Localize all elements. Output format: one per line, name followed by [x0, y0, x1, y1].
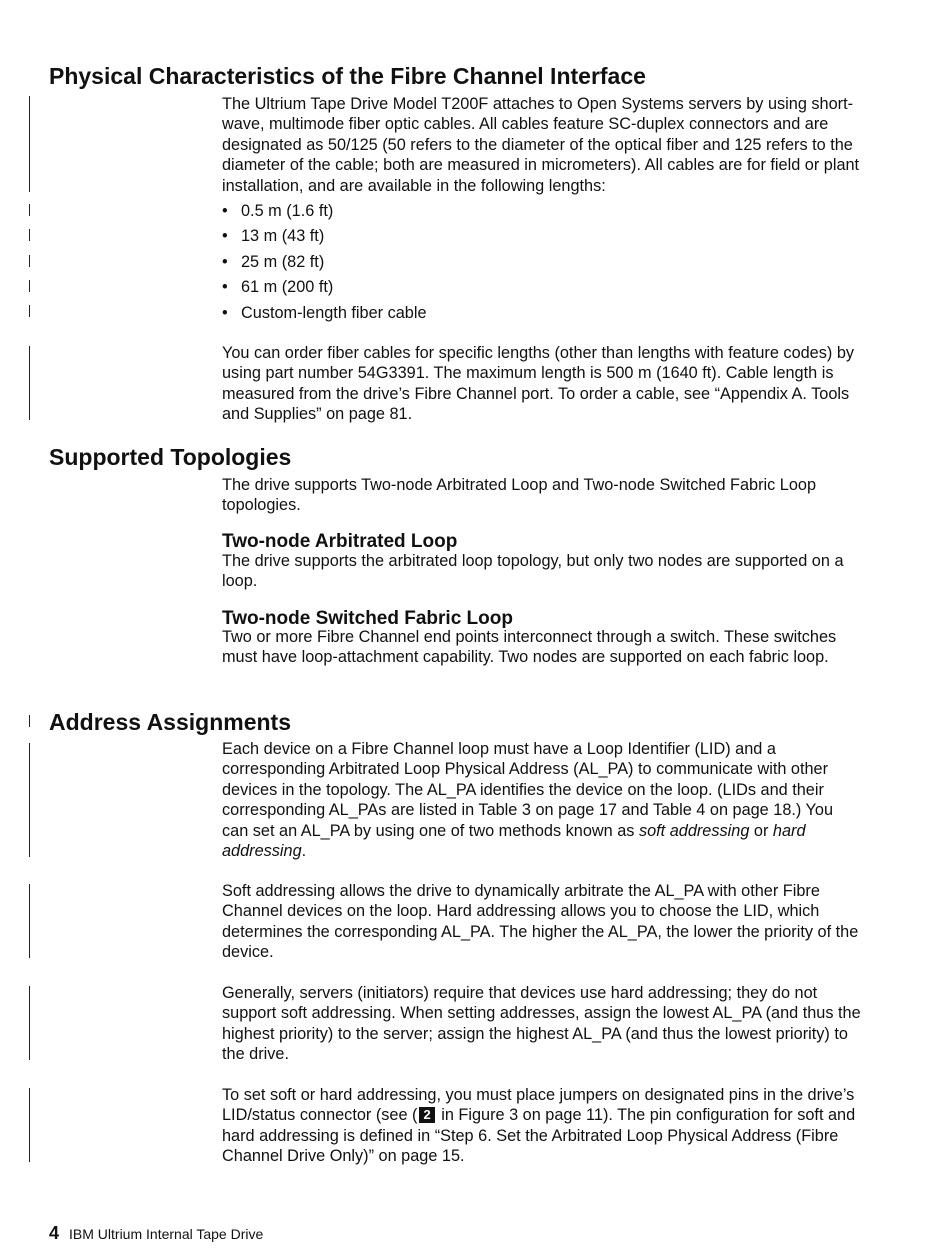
list-item: • 0.5 m (1.6 ft) [222, 202, 334, 220]
cable-order-paragraph: You can order fiber cables for specific lengths (other than lengths with feature codes) by using part number 54G3391. The maximum length is 500 m (1640 ft). Cable length is measured from the drive’s Fibre Channel port. To order a cable, see “Appendix A. Tools and Supplies” on page 81. [222, 344, 855, 424]
topologies-intro-paragraph: The drive supports Two-node Arbitrated Loop and Two-node Switched Fabric Loop topologies. [222, 476, 817, 515]
list-item: • 61 m (200 ft) [222, 278, 334, 297]
change-bar [29, 346, 30, 420]
change-bar [29, 96, 30, 192]
address-paragraph-2: Soft addressing allows the drive to dynamically arbitrate the AL_PA with other Fibre Channel devices on the loop. Hard addressing allows you to choose the LID, which determines the corresponding AL_PA. The higher the AL_PA, the lower the priority of the device. [222, 882, 859, 962]
address-paragraph-1: Each device on a Fibre Channel loop must have a Loop Identifier (LID) and a corresponding Arbitrated Loop Physical Address (AL_PA) to communicate with other devices in the topology. The AL_PA identifies the device on the loop. (LIDs and their corresponding AL_PAs are listed in Table 3 on page 17 and Table 4 on page 18.) You can set an AL_PA by using one of two methods known as soft addressing or hard addressing. [222, 740, 834, 861]
change-bar [29, 743, 30, 857]
term-soft-addressing: soft addressing [638, 821, 750, 840]
bullet-icon: • [222, 252, 228, 271]
bullet-icon: • [222, 303, 228, 322]
change-bar [29, 229, 30, 241]
cable-length-list [222, 201, 427, 328]
footer-title: IBM Ultrium Internal Tape Drive [69, 1226, 264, 1242]
page-number: 4 [49, 1223, 60, 1243]
address-paragraph-4: To set soft or hard addressing, you must place jumpers on designated pins in the drive’s LID/status connector (see ( 2 in Figure 3 on page 11). The pin configuration for soft and hard addressing is defined in “Step 6. Set the Arbitrated Loop Physical Address (Fibre Channel Drive Only)” on page 15. [222, 1086, 856, 1166]
change-bar [29, 986, 30, 1060]
subheading-switched-fabric-loop: Two-node Switched Fabric Loop [222, 608, 513, 629]
change-bar [29, 715, 30, 727]
physical-intro-paragraph: The Ultrium Tape Drive Model T200F attaches to Open Systems servers by using short-wave, multimode fiber optic cables. All cables feature SC-duplex connectors and are designated as 50/125 (50 refers to the diameter of the optical fiber and 125 refers to the diameter of the cable; both are measured in micrometers). All cables are for field or plant installation, and are available in the following lengths: [222, 95, 860, 195]
switched-fabric-paragraph: Two or more Fibre Channel end points interconnect through a switch. These switches must have loop-attachment capability. Two nodes are supported on each fabric loop. [222, 628, 837, 667]
address-paragraph-3: Generally, servers (initiators) require that devices use hard addressing; they do not support soft addressing. When setting addresses, assign the lowest AL_PA (and thus the highest priority) to the server; assign the highest AL_PA (and thus the lowest priority) to the drive. [222, 984, 861, 1064]
section-heading-topologies: Supported Topologies [49, 444, 292, 470]
section-heading-address: Address Assignments [49, 709, 291, 735]
list-item: • 13 m (43 ft) [222, 227, 325, 246]
section-heading-physical: Physical Characteristics of the Fibre Channel Interface [49, 63, 646, 89]
change-bar [29, 1088, 30, 1162]
callout-badge: 2 [419, 1107, 434, 1123]
list-item: • Custom-length fiber cable [222, 303, 427, 322]
subheading-arbitrated-loop: Two-node Arbitrated Loop [222, 531, 458, 552]
change-bar [29, 305, 30, 317]
bullet-icon: • [222, 278, 228, 297]
term-hard-addressing: hard addressing [222, 821, 806, 861]
change-bar [29, 255, 30, 267]
change-bar [29, 204, 30, 216]
change-bar [29, 280, 30, 292]
bullet-icon: • [222, 227, 228, 246]
bullet-icon: • [222, 202, 228, 220]
list-item: • 25 m (82 ft) [222, 252, 325, 271]
arbitrated-loop-paragraph: The drive supports the arbitrated loop topology, but only two nodes are supported on a loop. [222, 552, 844, 591]
change-bar [29, 884, 30, 958]
page-footer [49, 1223, 263, 1244]
